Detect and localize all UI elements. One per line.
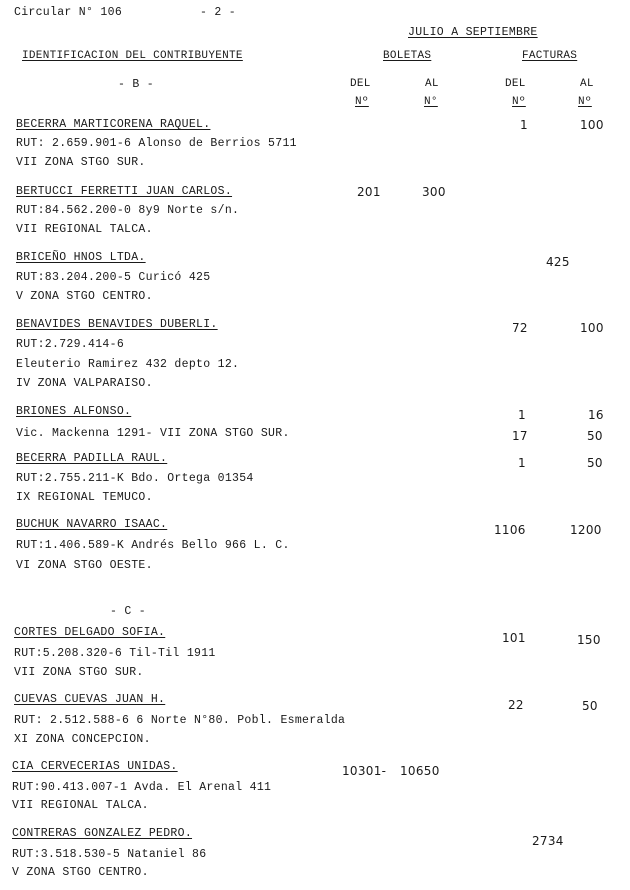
contributor-address: RUT:3.518.530-5 Nataniel 86 [12, 848, 207, 861]
facturas-al-value: 50 [587, 429, 603, 443]
boletas-del-header: DEL [350, 78, 371, 90]
facturas-del-value: 1 [518, 408, 526, 422]
contributor-address: RUT:84.562.200-0 8y9 Norte s/n. [16, 204, 240, 217]
contributor-zone: V ZONA STGO CENTRO. [16, 290, 153, 303]
contributor-rut: RUT:2.729.414-6 [16, 338, 125, 351]
contributor-zone: VI ZONA STGO OESTE. [16, 559, 153, 572]
contributor-name: BERTUCCI FERRETTI JUAN CARLOS. [16, 185, 233, 198]
contributor-name: CONTRERAS GONZALEZ PEDRO. [12, 827, 193, 840]
contributor-address: RUT:2.755.211-K Bdo. Ortega 01354 [16, 472, 254, 485]
boletas-al-value: 10650 [400, 764, 440, 778]
column-boletas: BOLETAS [383, 50, 432, 62]
facturas-del-nro: Nº [512, 96, 526, 108]
boletas-al-header: AL [425, 78, 439, 90]
facturas-del-header: DEL [505, 78, 526, 90]
facturas-al-value: 100 [580, 118, 604, 132]
facturas-del-value: 101 [502, 631, 526, 645]
facturas-al-nro: Nº [578, 96, 592, 108]
contributor-zone: VII REGIONAL TALCA. [12, 799, 149, 812]
facturas-al-value: 150 [577, 633, 601, 647]
facturas-al-value: 16 [588, 408, 604, 422]
contributor-name: BENAVIDES BENAVIDES DUBERLI. [16, 318, 218, 331]
contributor-zone: IX REGIONAL TEMUCO. [16, 491, 153, 504]
boletas-del-value: 10301- [342, 764, 387, 778]
facturas-del-value: 17 [512, 429, 528, 443]
contributor-name: CIA CERVECERIAS UNIDAS. [12, 760, 178, 773]
period-heading: JULIO A SEPTIEMBRE [408, 26, 538, 39]
contributor-address: Vic. Mackenna 1291- VII ZONA STGO SUR. [16, 427, 290, 440]
column-facturas: FACTURAS [522, 50, 578, 62]
contributor-zone: VII ZONA STGO SUR. [16, 156, 146, 169]
contributor-zone: VII REGIONAL TALCA. [16, 223, 153, 236]
contributor-name: CUEVAS CUEVAS JUAN H. [14, 693, 166, 706]
contributor-address: RUT:83.204.200-5 Curicó 425 [16, 271, 211, 284]
contributor-zone: XI ZONA CONCEPCION. [14, 733, 151, 746]
contributor-name: CORTES DELGADO SOFIA. [14, 626, 166, 639]
contributor-address: Eleuterio Ramirez 432 depto 12. [16, 358, 240, 371]
page-number: - 2 - [200, 6, 237, 19]
contributor-name: BRICEÑO HNOS LTDA. [16, 251, 146, 264]
facturas-al-value: 425 [546, 255, 570, 269]
facturas-del-value: 72 [512, 321, 528, 335]
facturas-al-value: 50 [582, 699, 598, 713]
column-identificacion: IDENTIFICACION DEL CONTRIBUYENTE [22, 50, 243, 62]
boletas-al-value: 300 [422, 185, 446, 199]
contributor-address: RUT: 2.512.588-6 6 Norte N°80. Pobl. Esmeralda [14, 714, 346, 727]
contributor-zone: VII ZONA STGO SUR. [14, 666, 144, 679]
contributor-zone: IV ZONA VALPARAISO. [16, 377, 153, 390]
contributor-address: RUT:1.406.589-K Andrés Bello 966 L. C. [16, 539, 290, 552]
facturas-del-value: 1 [518, 456, 526, 470]
facturas-al-value: 2734 [532, 834, 564, 848]
contributor-name: BRIONES ALFONSO. [16, 405, 132, 418]
facturas-al-header: AL [580, 78, 594, 90]
boletas-del-value: 201 [357, 185, 381, 199]
contributor-name: BECERRA PADILLA RAUL. [16, 452, 168, 465]
contributor-address: RUT:90.413.007-1 Avda. El Arenal 411 [12, 781, 272, 794]
section-label-c: - C - [110, 605, 147, 618]
circular-number: Circular N° 106 [14, 6, 123, 19]
contributor-zone: V ZONA STGO CENTRO. [12, 866, 149, 879]
facturas-del-value: 1106 [494, 523, 526, 537]
contributor-name: BECERRA MARTICORENA RAQUEL. [16, 118, 211, 131]
facturas-al-value: 50 [587, 456, 603, 470]
boletas-del-nro: Nº [355, 96, 369, 108]
facturas-al-value: 1200 [570, 523, 602, 537]
facturas-del-value: 22 [508, 698, 524, 712]
boletas-al-nro: N° [424, 96, 438, 108]
facturas-al-value: 100 [580, 321, 604, 335]
section-label-b: - B - [118, 78, 155, 91]
contributor-address: RUT:5.208.320-6 Til-Til 1911 [14, 647, 216, 660]
facturas-del-value: 1 [520, 118, 528, 132]
contributor-address: RUT: 2.659.901-6 Alonso de Berrios 5711 [16, 137, 297, 150]
contributor-name: BUCHUK NAVARRO ISAAC. [16, 518, 168, 531]
